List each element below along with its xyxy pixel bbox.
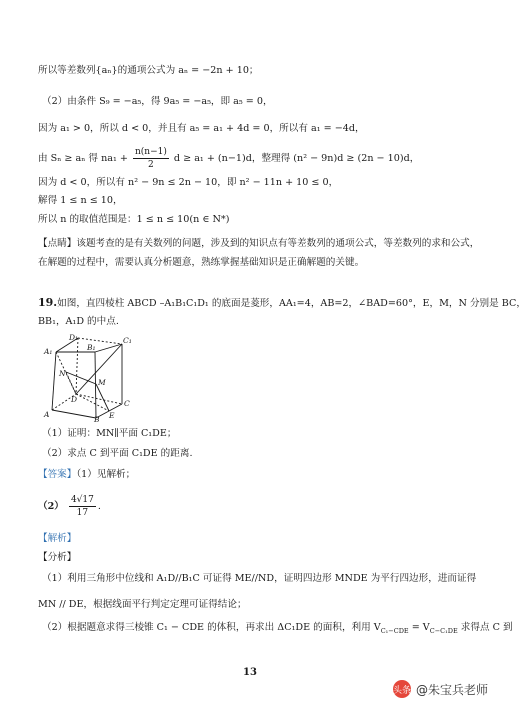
watermark xyxy=(393,678,488,700)
reasoning-line-2 xyxy=(42,621,513,638)
answer-part-2-label: （2） xyxy=(38,501,64,512)
answer-tag: 【答案】 xyxy=(38,469,77,480)
solution-line-range: 所以 n 的取值范围是：1 ≤ n ≤ 10(n ∈ N*) xyxy=(38,214,230,225)
reasoning-line-1: （1）利用三角形中位线和 A₁D//B₁C 可证得 ME//ND，证明四边形 MNDE 为平行四边形，进而证得 xyxy=(42,573,477,584)
question-19-stem xyxy=(38,296,526,311)
answer-denominator: 17 xyxy=(76,508,89,518)
fraction xyxy=(133,146,169,171)
label-C: C xyxy=(124,399,130,408)
inequality-left: 由 Sₙ ≥ aₙ 得 na₁ + xyxy=(38,153,128,164)
label-B1: B₁ xyxy=(87,343,96,352)
solution-line-solve: 解得 1 ≤ n ≤ 10， xyxy=(38,195,123,206)
label-N: N xyxy=(59,369,66,378)
solution-line-d-negative: 因为 a₁ > 0，所以 d < 0，并且有 a₅ = a₁ + 4d = 0，所以有 a₁ = −4d， xyxy=(38,123,365,134)
volume-subscript-1: C₁−CDE xyxy=(380,626,409,635)
label-B: B xyxy=(94,415,100,424)
label-D1: D₁ xyxy=(69,333,79,342)
answer-line-2 xyxy=(38,492,476,522)
label-M: M xyxy=(98,378,106,387)
solution-line-general-term: 所以等差数列{aₙ}的通项公式为 aₙ = −2n + 10； xyxy=(38,65,259,76)
answer-tail: . xyxy=(97,501,101,512)
comment-line-1: 【点睛】该题考查的是有关数列的问题，涉及到的知识点有等差数列的通项公式，等差数列的求和公式， xyxy=(38,238,480,249)
reasoning-2-text-a: （2）根据题意求得三棱锥 C₁ − CDE 的体积，再求出 ΔC₁DE 的面积，利用 V xyxy=(42,622,381,633)
reasoning-2-mid: = V xyxy=(408,622,430,633)
answer-part-1: （1）见解析； xyxy=(76,469,136,480)
label-A: A xyxy=(44,410,50,419)
question-19-text: 如图，直四棱柱 ABCD –A₁B₁C₁D₁ 的底面是菱形，AA₁=4，AB=2，∠BAD=60°，E，M，N 分别是 BC， xyxy=(57,298,526,309)
solution-line-quadratic: 因为 d < 0，所以有 n² − 9n ≤ 2n − 10，即 n² − 11n + 10 ≤ 0， xyxy=(38,177,339,188)
solution-line-part2-condition: （2）由条件 S₉ = −a₅，得 9a₅ = −a₅，即 a₅ = 0， xyxy=(42,96,273,107)
reasoning-tag: 【分析】 xyxy=(38,552,77,563)
reasoning-line-1-cont: MN // DE，根据线面平行判定定理可证得结论； xyxy=(38,599,247,610)
question-part-1: （1）证明：MN∥平面 C₁DE； xyxy=(42,428,177,439)
inequality-right: d ≥ a₁ + (n−1)d，整理得 (n² − 9n)d ≥ (2n − 10)d， xyxy=(173,153,420,164)
reasoning-2-text-b: 求得点 C 到 xyxy=(457,622,513,633)
label-A1: A₁ xyxy=(44,347,53,356)
toutiao-logo-icon: 头条 xyxy=(393,680,411,698)
answer-numerator: 4√17 xyxy=(70,495,94,505)
label-C1: C₁ xyxy=(123,336,132,345)
label-D: D xyxy=(71,395,78,404)
watermark-author: @朱宝兵老师 xyxy=(415,682,488,697)
answer-fraction xyxy=(69,494,96,519)
volume-subscript-2: C−C₁DE xyxy=(429,626,458,635)
analysis-tag: 【解析】 xyxy=(38,533,77,544)
solution-line-inequality xyxy=(38,146,476,172)
question-number: 19. xyxy=(38,296,58,309)
page-number: 13 xyxy=(243,667,257,678)
fraction-numerator: n(n−1) xyxy=(134,147,167,157)
question-19-stem-cont: BB₁，A₁D 的中点. xyxy=(38,316,119,327)
fraction-denominator: 2 xyxy=(148,160,154,170)
question-part-2: （2）求点 C 到平面 C₁DE 的距离. xyxy=(42,448,193,459)
comment-line-2: 在解题的过程中，需要认真分析题意，熟练掌握基础知识是正确解题的关键。 xyxy=(38,257,365,268)
label-E: E xyxy=(109,411,115,420)
prism-figure xyxy=(42,334,132,422)
answer-line-1 xyxy=(38,468,476,482)
